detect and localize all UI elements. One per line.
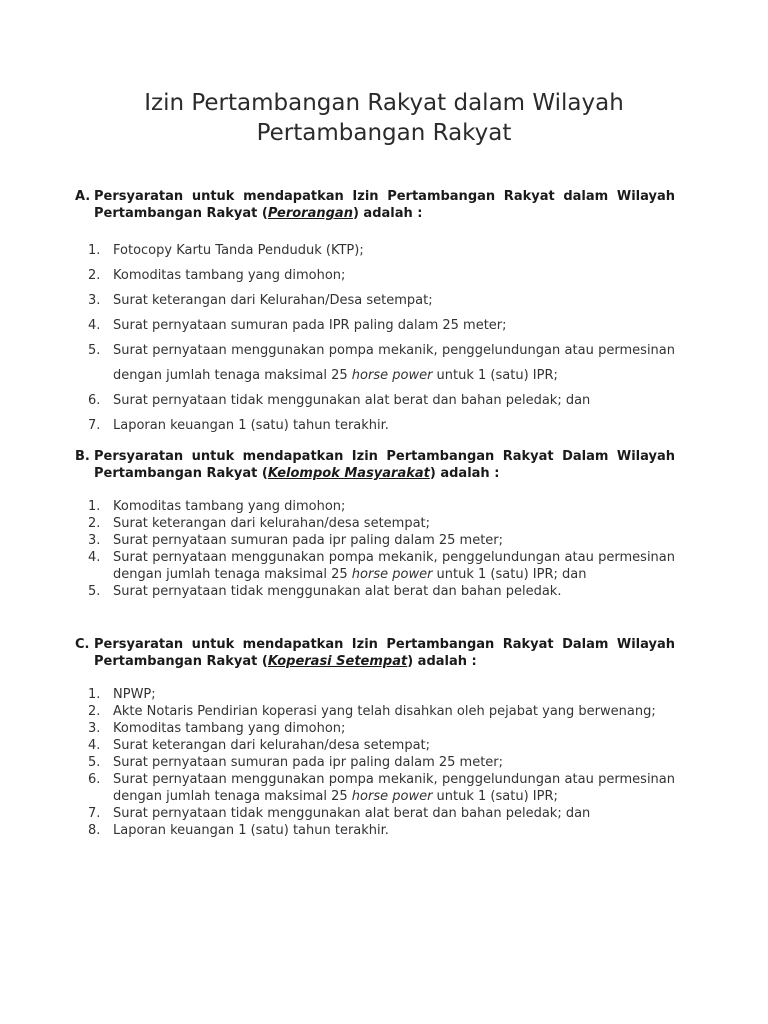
item-number: 4. [88, 318, 101, 333]
list-item [75, 267, 675, 284]
item-number: 1. [88, 499, 101, 514]
item-text: Komoditas tambang yang dimohon; [113, 499, 346, 514]
document-title: Izin Pertambangan Rakyat dalam Wilayah Pertambangan Rakyat [144, 90, 624, 146]
heading-text: Persyaratan untuk mendapatkan Izin Pertambangan Rakyat Dalam Wilayah Pertambangan Rakyat ( [94, 637, 675, 669]
item-number: 1. [88, 243, 101, 258]
list-item [75, 417, 675, 434]
section-letter: B. [75, 449, 90, 464]
item-number: 4. [88, 738, 101, 753]
section-heading [75, 188, 675, 222]
item-number: 1. [88, 687, 101, 702]
item-number: 4. [88, 550, 101, 565]
requirements-list [75, 242, 675, 434]
heading-text-end: ) adalah : [429, 466, 500, 481]
item-text: Surat keterangan dari kelurahan/desa setempat; [113, 738, 431, 753]
section-perorangan [75, 188, 675, 442]
item-text-end: untuk 1 (satu) IPR; [432, 789, 558, 804]
item-number: 6. [88, 393, 101, 408]
list-item [75, 338, 675, 388]
item-number: 3. [88, 533, 101, 548]
requirements-list [75, 686, 675, 839]
list-item [75, 242, 675, 259]
item-text: Surat keterangan dari Kelurahan/Desa setempat; [113, 293, 433, 308]
list-item [75, 532, 675, 549]
item-text: Surat pernyataan tidak menggunakan alat berat dan bahan peledak; dan [113, 393, 591, 408]
list-item [75, 805, 675, 822]
item-text: Surat pernyataan sumuran pada ipr paling dalam 25 meter; [113, 533, 504, 548]
list-item [75, 737, 675, 754]
list-item [75, 686, 675, 703]
list-item [75, 583, 675, 600]
list-item [75, 515, 675, 532]
item-text: Komoditas tambang yang dimohon; [113, 268, 346, 283]
section-heading [75, 636, 675, 670]
heading-text-end: ) adalah : [352, 206, 423, 221]
list-item [75, 703, 675, 720]
heading-emphasis: Koperasi Setempat [267, 654, 408, 669]
heading-emphasis: Kelompok Masyarakat [267, 466, 430, 481]
item-number: 2. [88, 268, 101, 283]
item-number: 6. [88, 772, 101, 787]
item-text: Surat keterangan dari kelurahan/desa setempat; [113, 516, 431, 531]
item-text: Surat pernyataan menggunakan pompa mekanik, penggelundungan atau permesinan dengan jumlah tenaga maksimal 25 [113, 343, 675, 383]
section-letter: C. [75, 637, 90, 652]
list-item [75, 754, 675, 771]
item-text: Surat pernyataan tidak menggunakan alat berat dan bahan peledak. [113, 584, 562, 599]
item-number: 2. [88, 516, 101, 531]
item-text: Komoditas tambang yang dimohon; [113, 721, 346, 736]
heading-text-end: ) adalah : [407, 654, 477, 669]
section-heading [75, 448, 675, 482]
item-text: Surat pernyataan sumuran pada IPR paling dalam 25 meter; [113, 318, 507, 333]
list-item [75, 771, 675, 805]
item-text-end: untuk 1 (satu) IPR; dan [432, 567, 587, 582]
requirements-list [75, 498, 675, 600]
item-text: Laporan keuangan 1 (satu) tahun terakhir. [113, 823, 389, 838]
item-number: 8. [88, 823, 101, 838]
item-text: Laporan keuangan 1 (satu) tahun terakhir. [113, 418, 389, 433]
item-emphasis: horse power [351, 368, 433, 383]
item-number: 7. [88, 806, 101, 821]
heading-emphasis: Perorangan [267, 206, 353, 221]
section-letter: A. [75, 189, 91, 204]
list-item [75, 292, 675, 309]
item-number: 5. [88, 584, 101, 599]
item-text: Surat pernyataan tidak menggunakan alat berat dan bahan peledak; dan [113, 806, 591, 821]
section-koperasi-setempat [75, 636, 675, 839]
item-text-end: untuk 1 (satu) IPR; [432, 368, 558, 383]
list-item [75, 392, 675, 409]
item-number: 3. [88, 721, 101, 736]
item-text: NPWP; [113, 687, 156, 702]
item-number: 3. [88, 293, 101, 308]
item-text: Akte Notaris Pendirian koperasi yang telah disahkan oleh pejabat yang berwenang; [113, 704, 656, 719]
list-item [75, 549, 675, 583]
item-number: 2. [88, 704, 101, 719]
list-item [75, 498, 675, 515]
list-item [75, 822, 675, 839]
item-text: Surat pernyataan menggunakan pompa mekanik, penggelundungan atau permesinan dengan jumlah tenaga maksimal 25 [113, 772, 675, 804]
item-text: Surat pernyataan menggunakan pompa mekanik, penggelundungan atau permesinan dengan jumlah tenaga maksimal 25 [113, 550, 675, 582]
section-kelompok-masyarakat [75, 448, 675, 600]
item-text: Surat pernyataan sumuran pada ipr paling dalam 25 meter; [113, 755, 504, 770]
heading-text: Persyaratan untuk mendapatkan Izin Pertambangan Rakyat Dalam Wilayah Pertambangan Rakyat ( [94, 449, 675, 481]
item-text: Fotocopy Kartu Tanda Penduduk (KTP); [113, 243, 364, 258]
item-number: 5. [88, 755, 101, 770]
item-emphasis: horse power [351, 789, 433, 804]
item-number: 7. [88, 418, 101, 433]
heading-text: Persyaratan untuk mendapatkan Izin Pertambangan Rakyat dalam Wilayah Pertambangan Rakyat ( [94, 189, 675, 221]
item-emphasis: horse power [351, 567, 433, 582]
list-item [75, 720, 675, 737]
list-item [75, 317, 675, 334]
item-number: 5. [88, 343, 101, 358]
